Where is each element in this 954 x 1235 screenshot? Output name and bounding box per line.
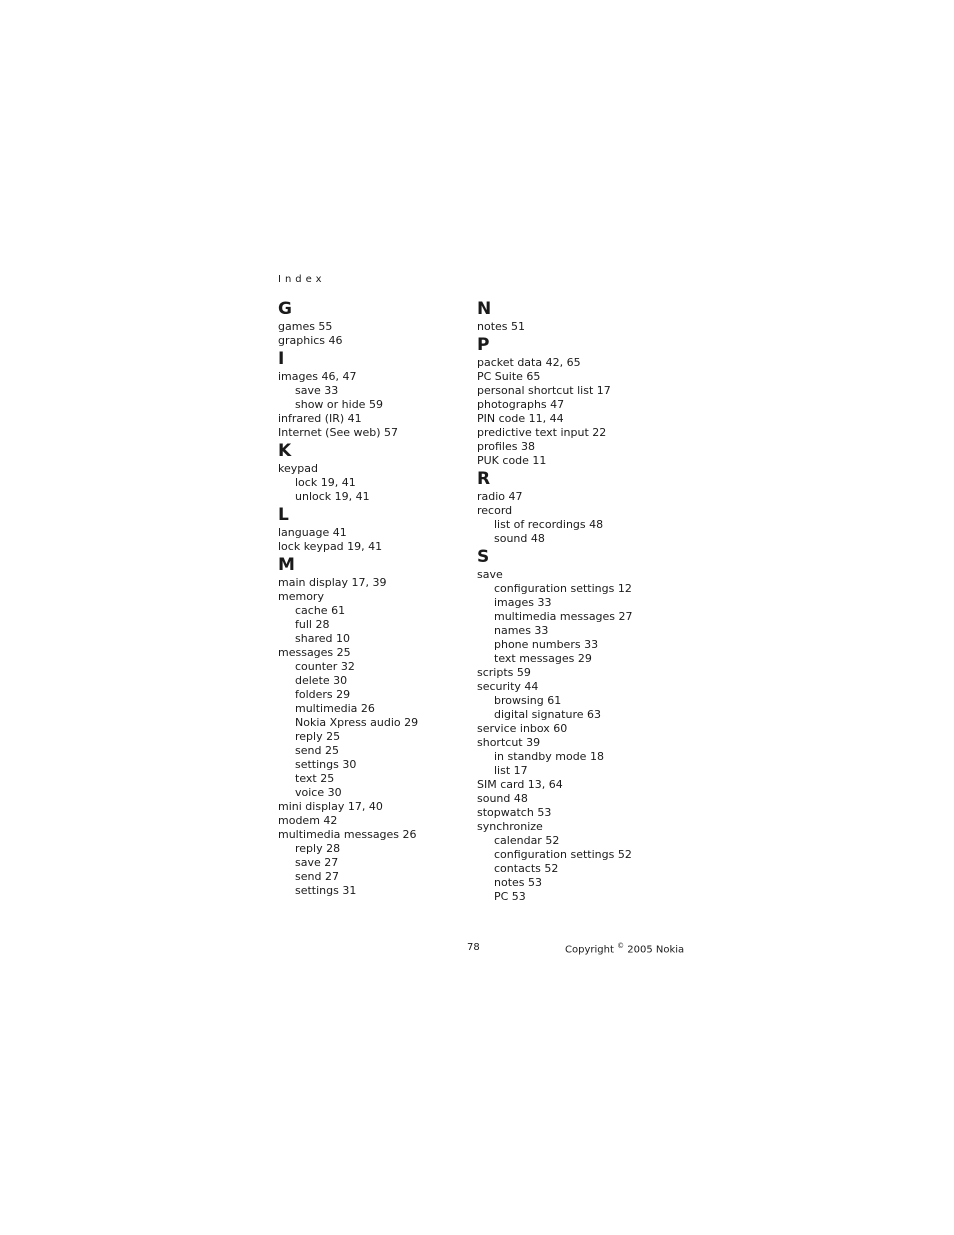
index-entry: keypad — [278, 462, 318, 475]
index-subentry: voice 30 — [295, 786, 342, 799]
index-subentry: browsing 61 — [494, 694, 562, 707]
index-letter-heading: I — [278, 349, 285, 369]
index-subentry: phone numbers 33 — [494, 638, 599, 651]
index-entry: language 41 — [278, 526, 347, 539]
index-subentry: settings 30 — [295, 758, 357, 771]
index-entry: main display 17, 39 — [278, 576, 387, 589]
index-subentry: counter 32 — [295, 660, 355, 673]
index-letter-heading: P — [477, 335, 490, 355]
index-subentry: names 33 — [494, 624, 549, 637]
index-letter-heading: S — [477, 547, 490, 567]
index-subentry: list of recordings 48 — [494, 518, 604, 531]
index-entry: sound 48 — [477, 792, 528, 805]
index-subentry: in standby mode 18 — [494, 750, 604, 763]
copyright-prefix: Copyright — [565, 944, 614, 956]
index-letter-heading: G — [278, 299, 292, 319]
index-subentry: configuration settings 12 — [494, 582, 632, 595]
index-entry: graphics 46 — [278, 334, 343, 347]
index-entry: scripts 59 — [477, 666, 531, 679]
index-entry: record — [477, 504, 513, 517]
index-entry: stopwatch 53 — [477, 806, 552, 819]
index-subentry: save 33 — [295, 384, 339, 397]
index-subentry: calendar 52 — [494, 834, 560, 847]
index-entry: synchronize — [477, 820, 543, 833]
index-entry: PIN code 11, 44 — [477, 412, 564, 425]
index-entry: PC Suite 65 — [477, 370, 541, 383]
index-subentry: show or hide 59 — [295, 398, 383, 411]
index-letter-heading: R — [477, 469, 491, 489]
index-subentry: shared 10 — [295, 632, 350, 645]
index-subentry: text messages 29 — [494, 652, 592, 665]
index-entry: SIM card 13, 64 — [477, 778, 563, 791]
index-entry: personal shortcut list 17 — [477, 384, 611, 397]
copyright-notice — [565, 942, 684, 955]
index-entry: radio 47 — [477, 490, 523, 503]
index-entry: multimedia messages 26 — [278, 828, 417, 841]
index-entry: mini display 17, 40 — [278, 800, 383, 813]
page-number: 78 — [467, 942, 480, 953]
index-subentry: send 27 — [295, 870, 339, 883]
index-subentry: Nokia Xpress audio 29 — [295, 716, 419, 729]
index-entry: games 55 — [278, 320, 333, 333]
index-entry: photographs 47 — [477, 398, 565, 411]
index-entry: service inbox 60 — [477, 722, 568, 735]
index-letter-heading: L — [278, 505, 289, 525]
index-subentry: send 25 — [295, 744, 339, 757]
index-subentry: PC 53 — [494, 890, 526, 903]
index-entry: lock keypad 19, 41 — [278, 540, 383, 553]
index-entry: security 44 — [477, 680, 539, 693]
index-entry: predictive text input 22 — [477, 426, 607, 439]
index-entry: messages 25 — [278, 646, 351, 659]
index-subentry: notes 53 — [494, 876, 543, 889]
index-subentry: digital signature 63 — [494, 708, 601, 721]
index-subentry: contacts 52 — [494, 862, 559, 875]
copyright-suffix: 2005 Nokia — [627, 944, 685, 956]
index-letter-heading: K — [278, 441, 292, 461]
index-subentry: text 25 — [295, 772, 335, 785]
index-entry: images 46, 47 — [278, 370, 357, 383]
index-entry: notes 51 — [477, 320, 526, 333]
index-entry: profiles 38 — [477, 440, 535, 453]
running-head: Index — [278, 274, 326, 285]
index-subentry: settings 31 — [295, 884, 357, 897]
index-entry: shortcut 39 — [477, 736, 541, 749]
index-subentry: configuration settings 52 — [494, 848, 632, 861]
index-entry: PUK code 11 — [477, 454, 547, 467]
index-entry: packet data 42, 65 — [477, 356, 581, 369]
index-subentry: lock 19, 41 — [295, 476, 356, 489]
index-subentry: cache 61 — [295, 604, 346, 617]
index-letter-heading: N — [477, 299, 492, 319]
index-entry: infrared (IR) 41 — [278, 412, 362, 425]
index-subentry: unlock 19, 41 — [295, 490, 370, 503]
index-subentry: delete 30 — [295, 674, 348, 687]
index-subentry: multimedia 26 — [295, 702, 375, 715]
index-subentry: full 28 — [295, 618, 330, 631]
index-column-left — [278, 298, 468, 898]
index-entry: modem 42 — [278, 814, 338, 827]
index-subentry: folders 29 — [295, 688, 351, 701]
index-subentry: multimedia messages 27 — [494, 610, 633, 623]
index-subentry: list 17 — [494, 764, 528, 777]
copyright-symbol: © — [617, 942, 625, 950]
index-entry: memory — [278, 590, 324, 603]
index-subentry: reply 28 — [295, 842, 341, 855]
index-subentry: images 33 — [494, 596, 552, 609]
index-entry: Internet (See web) 57 — [278, 426, 399, 439]
index-subentry: sound 48 — [494, 532, 545, 545]
index-subentry: reply 25 — [295, 730, 341, 743]
index-column-right — [477, 298, 667, 904]
index-subentry: save 27 — [295, 856, 339, 869]
index-letter-heading: M — [278, 555, 295, 575]
index-entry: save — [477, 568, 503, 581]
